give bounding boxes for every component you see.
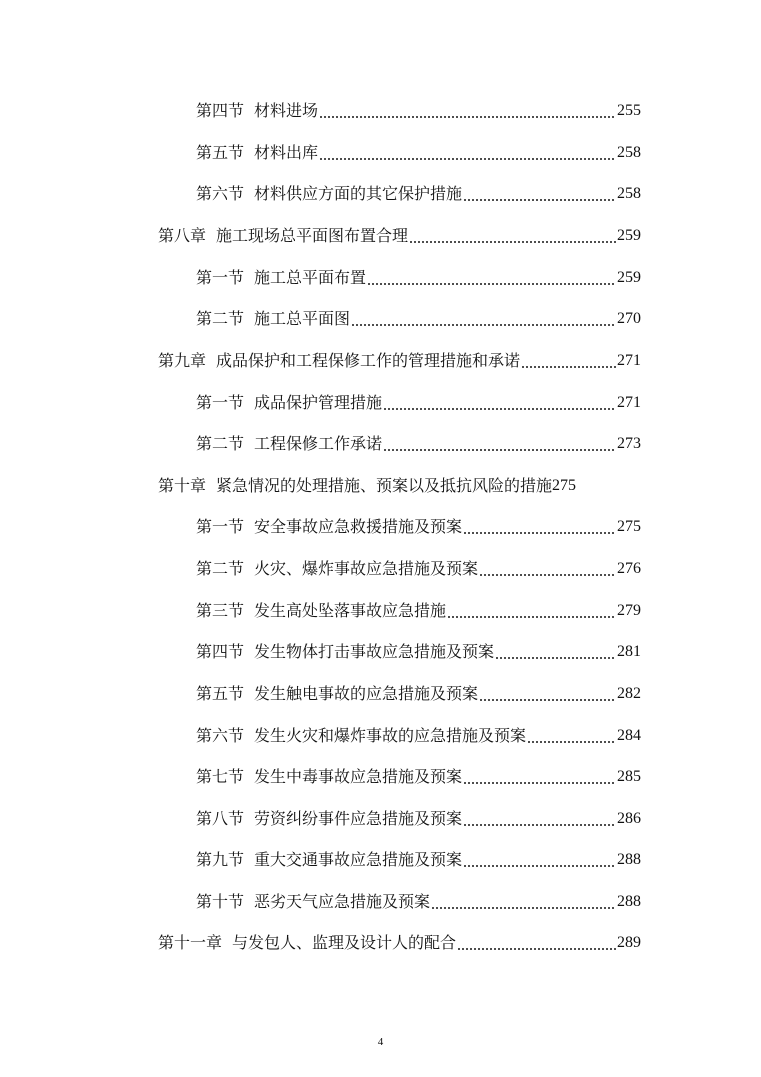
dot-leader (463, 824, 616, 826)
dot-leader (409, 241, 616, 243)
dot-leader (383, 408, 616, 410)
toc-entry[interactable] (196, 803, 641, 829)
entry-number: 第九章 (158, 351, 207, 370)
entry-page: 259 (617, 269, 641, 286)
entry-page: 288 (617, 893, 641, 910)
entry-title: 材料供应方面的其它保护措施 (254, 184, 463, 203)
toc-entry[interactable] (158, 470, 641, 496)
entry-title: 发生高处坠落事故应急措施 (254, 601, 447, 620)
toc-entry[interactable] (158, 927, 641, 953)
toc-entry[interactable] (196, 720, 641, 746)
entry-number: 第七节 (196, 767, 245, 786)
dot-leader (367, 283, 616, 285)
entry-number: 第三节 (196, 601, 245, 620)
toc-entry[interactable] (196, 678, 641, 704)
dot-leader (319, 158, 616, 160)
dot-leader (495, 657, 616, 659)
dot-leader (463, 865, 616, 867)
entry-title: 成品保护管理措施 (254, 393, 383, 412)
entry-page: 255 (617, 102, 641, 119)
entry-page: 286 (617, 810, 641, 827)
entry-number: 第八章 (158, 226, 207, 245)
entry-page: 288 (617, 851, 641, 868)
entry-page: 270 (617, 310, 641, 327)
entry-number: 第十一章 (158, 933, 223, 952)
entry-title: 施工现场总平面图布置合理 (216, 226, 409, 245)
toc-entry[interactable] (196, 553, 641, 579)
entry-number: 第一节 (196, 268, 245, 287)
entry-page: 273 (617, 435, 641, 452)
entry-page: 279 (617, 602, 641, 619)
dot-leader (351, 324, 616, 326)
entry-number: 第六节 (196, 184, 245, 203)
entry-title: 工程保修工作承诺 (254, 434, 383, 453)
entry-page: 284 (617, 727, 641, 744)
entry-page: 271 (617, 394, 641, 411)
entry-number: 第六节 (196, 726, 245, 745)
page-number: 4 (377, 1036, 384, 1048)
entry-title: 施工总平面布置 (254, 268, 367, 287)
entry-page: 282 (617, 685, 641, 702)
entry-title: 成品保护和工程保修工作的管理措施和承诺 (216, 351, 521, 370)
entry-title: 火灾、爆炸事故应急措施及预案 (254, 559, 479, 578)
toc-entry[interactable] (196, 844, 641, 870)
toc-entry[interactable] (158, 220, 641, 246)
dot-leader (457, 948, 616, 950)
dot-leader (383, 449, 616, 451)
dot-leader (521, 366, 616, 368)
dot-leader (463, 199, 616, 201)
dot-leader (319, 116, 616, 118)
entry-page: 271 (617, 352, 641, 369)
entry-number: 第一节 (196, 393, 245, 412)
entry-title: 紧急情况的处理措施、预案以及抵抗风险的措施 (216, 476, 553, 495)
entry-title: 材料进场 (254, 101, 319, 120)
entry-title: 恶劣天气应急措施及预案 (254, 892, 431, 911)
toc-entry[interactable] (196, 95, 641, 121)
entry-number: 第二节 (196, 309, 245, 328)
toc-entry[interactable] (196, 178, 641, 204)
entry-title: 安全事故应急救援措施及预案 (254, 517, 463, 536)
entry-number: 第四节 (196, 642, 245, 661)
toc-entry[interactable] (196, 761, 641, 787)
entry-page: 281 (617, 643, 641, 660)
entry-number: 第十章 (158, 476, 207, 495)
dot-leader (431, 907, 616, 909)
entry-number: 第五节 (196, 143, 245, 162)
entry-number: 第五节 (196, 684, 245, 703)
toc-entry[interactable] (196, 511, 641, 537)
toc-entry[interactable] (196, 595, 641, 621)
entry-number: 第十节 (196, 892, 245, 911)
entry-title: 劳资纠纷事件应急措施及预案 (254, 809, 463, 828)
entry-page: 258 (617, 144, 641, 161)
entry-number: 第一节 (196, 517, 245, 536)
entry-number: 第四节 (196, 101, 245, 120)
entry-page: 289 (617, 934, 641, 951)
entry-title: 施工总平面图 (254, 309, 351, 328)
dot-leader (447, 616, 616, 618)
entry-title: 发生火灾和爆炸事故的应急措施及预案 (254, 726, 527, 745)
toc-entry[interactable] (196, 428, 641, 454)
entry-title: 发生物体打击事故应急措施及预案 (254, 642, 495, 661)
entry-page: 285 (617, 768, 641, 785)
entry-number: 第二节 (196, 434, 245, 453)
entry-title: 发生触电事故的应急措施及预案 (254, 684, 479, 703)
dot-leader (463, 532, 616, 534)
entry-number: 第九节 (196, 850, 245, 869)
entry-title: 与发包人、监理及设计人的配合 (232, 933, 457, 952)
entry-page: 276 (617, 560, 641, 577)
toc-entry[interactable] (196, 262, 641, 288)
toc-entry[interactable] (158, 345, 641, 371)
dot-leader (463, 782, 616, 784)
entry-title: 重大交通事故应急措施及预案 (254, 850, 463, 869)
entry-title: 发生中毒事故应急措施及预案 (254, 767, 463, 786)
toc-entry[interactable] (196, 636, 641, 662)
entry-page: 275 (617, 518, 641, 535)
dot-leader (479, 699, 616, 701)
entry-page: 258 (617, 185, 641, 202)
entry-title: 材料出库 (254, 143, 319, 162)
dot-leader (527, 741, 616, 743)
toc-entry[interactable] (196, 303, 641, 329)
entry-page: 259 (617, 227, 641, 244)
toc-entry[interactable] (196, 387, 641, 413)
entry-number: 第八节 (196, 809, 245, 828)
toc-entry[interactable] (196, 886, 641, 912)
dot-leader (479, 574, 616, 576)
toc-entry[interactable] (196, 137, 641, 163)
entry-number: 第二节 (196, 559, 245, 578)
entry-page: 275 (552, 477, 577, 494)
